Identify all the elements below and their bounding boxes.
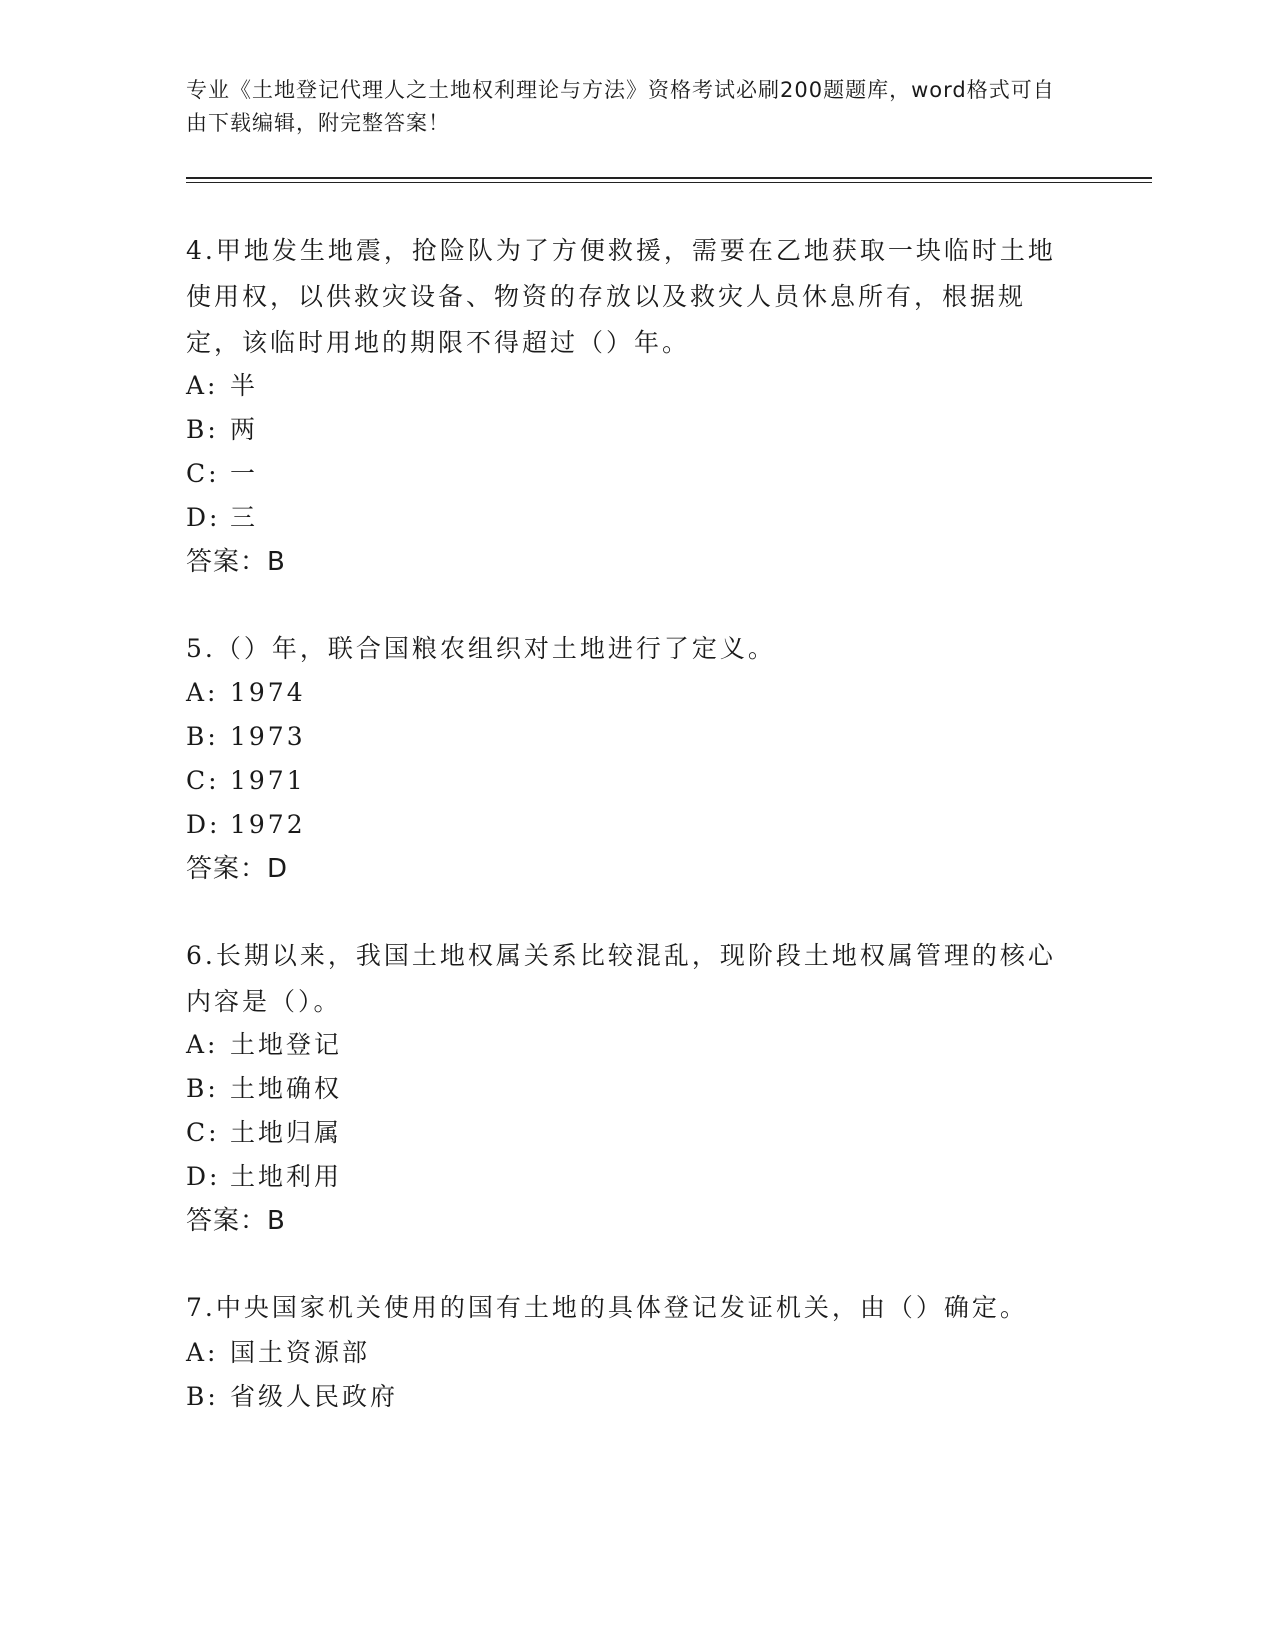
- option-c: [186, 1110, 342, 1156]
- option-key: A:: [186, 1338, 219, 1367]
- option-text: 省级人民政府: [230, 1382, 399, 1411]
- option-a: [186, 363, 258, 409]
- answer-line: 答案：D: [186, 854, 289, 884]
- document-header: 专业《土地登记代理人之土地权利理论与方法》资格考试必刷200题题库，word格式可自由下载编辑，附完整答案！: [186, 78, 1055, 135]
- option-key: C:: [186, 766, 220, 795]
- option-text: 半: [230, 371, 259, 400]
- option-b: [186, 1066, 342, 1112]
- option-b: [186, 407, 258, 453]
- option-key: D:: [186, 503, 221, 532]
- option-text: 土地利用: [230, 1162, 343, 1191]
- option-key: B:: [186, 722, 219, 751]
- option-key: B:: [186, 1382, 219, 1411]
- option-a: [186, 1330, 370, 1376]
- option-text: 1972: [230, 810, 306, 839]
- option-d: [186, 495, 258, 541]
- option-key: D:: [186, 810, 221, 839]
- option-key: D:: [186, 1162, 221, 1191]
- option-text: 土地确权: [230, 1074, 343, 1103]
- option-b: [186, 714, 306, 760]
- option-text: 1973: [230, 722, 306, 751]
- option-d: [186, 1154, 342, 1200]
- option-a: [186, 670, 306, 716]
- question-stem: 6.长期以来，我国土地权属关系比较混乱，现阶段土地权属管理的核心内容是（）。: [186, 941, 1056, 1016]
- option-text: 1974: [230, 678, 306, 707]
- option-text: 1971: [230, 766, 306, 795]
- option-key: B:: [186, 1074, 219, 1103]
- option-text: 土地归属: [230, 1118, 343, 1147]
- question-stem: 5.（）年，联合国粮农组织对土地进行了定义。: [186, 634, 776, 663]
- header-divider-thick: [186, 177, 1152, 179]
- option-c: [186, 758, 306, 804]
- option-text: 国土资源部: [230, 1338, 371, 1367]
- answer-line: 答案：B: [186, 1206, 286, 1236]
- option-text: 土地登记: [230, 1030, 343, 1059]
- option-key: A:: [186, 1030, 219, 1059]
- option-c: [186, 451, 258, 497]
- option-b: [186, 1374, 398, 1420]
- option-key: A:: [186, 371, 219, 400]
- header-divider-thin: [186, 182, 1152, 183]
- answer-line: 答案：B: [186, 547, 286, 577]
- option-text: 一: [230, 459, 259, 488]
- option-d: [186, 802, 306, 848]
- option-key: B:: [186, 415, 219, 444]
- option-text: 三: [230, 503, 259, 532]
- question-stem: 7.中央国家机关使用的国有土地的具体登记发证机关，由（）确定。: [186, 1293, 1028, 1322]
- option-text: 两: [230, 415, 259, 444]
- option-key: C:: [186, 459, 220, 488]
- option-a: [186, 1022, 342, 1068]
- question-stem: 4.甲地发生地震，抢险队为了方便救援，需要在乙地获取一块临时土地使用权，以供救灾设备、物资的存放以及救灾人员休息所有，根据规定，该临时用地的期限不得超过（）年。: [186, 236, 1056, 357]
- option-key: C:: [186, 1118, 220, 1147]
- option-key: A:: [186, 678, 219, 707]
